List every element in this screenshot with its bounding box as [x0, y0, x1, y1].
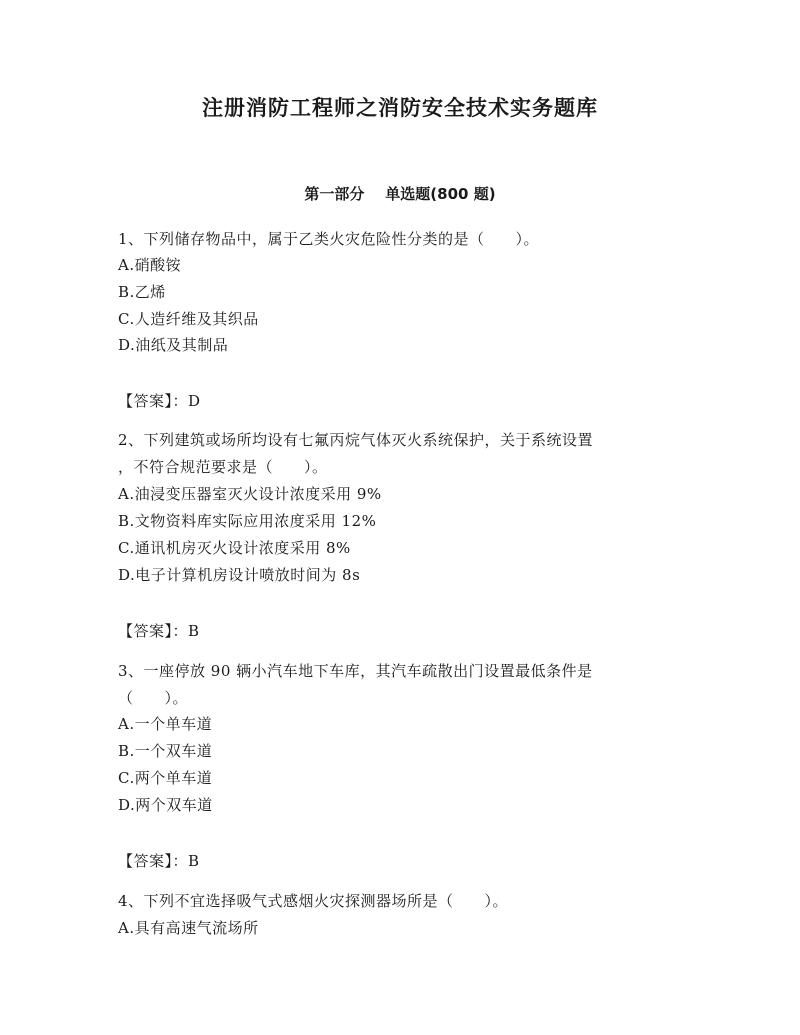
question-option: A.油浸变压器室灭火设计浓度采用 9% — [118, 485, 382, 503]
answer-label: 【答案】：B — [118, 622, 200, 640]
question-option: A.硝酸铵 — [118, 256, 182, 274]
question-option: A.一个单车道 — [118, 715, 213, 733]
question-option: C.两个单车道 — [118, 769, 213, 787]
document-title: 注册消防工程师之消防安全技术实务题库 — [202, 96, 598, 120]
question-option: B.乙烯 — [118, 283, 166, 301]
question-option: D.油纸及其制品 — [118, 336, 229, 354]
question-stem: （ ）。 — [118, 689, 189, 707]
question-option: B.一个双车道 — [118, 742, 213, 760]
question-option: A.具有高速气流场所 — [118, 919, 259, 937]
answer-label: 【答案】：B — [118, 852, 200, 870]
section-title: 第一部分 单选题(800 题) — [304, 185, 496, 203]
answer-label: 【答案】：D — [118, 392, 201, 410]
question-stem: 4、下列不宜选择吸气式感烟火灾探测器场所是（ ）。 — [118, 892, 509, 910]
question-option: D.两个双车道 — [118, 796, 213, 814]
question-option: B.文物资料库实际应用浓度采用 12% — [118, 512, 377, 530]
question-stem: ，不符合规范要求是（ ）。 — [118, 458, 328, 476]
question-option: C.通讯机房灭火设计浓度采用 8% — [118, 539, 351, 557]
question-stem: 1、下列储存物品中，属于乙类火灾危险性分类的是（ ）。 — [118, 230, 540, 248]
question-stem: 2、下列建筑或场所均设有七氟丙烷气体灭火系统保护，关于系统设置 — [118, 431, 594, 449]
question-option: D.电子计算机房设计喷放时间为 8s — [118, 566, 361, 584]
question-option: C.人造纤维及其织品 — [118, 310, 259, 328]
question-stem: 3、一座停放 90 辆小汽车地下车库，其汽车疏散出门设置最低条件是 — [118, 662, 593, 680]
